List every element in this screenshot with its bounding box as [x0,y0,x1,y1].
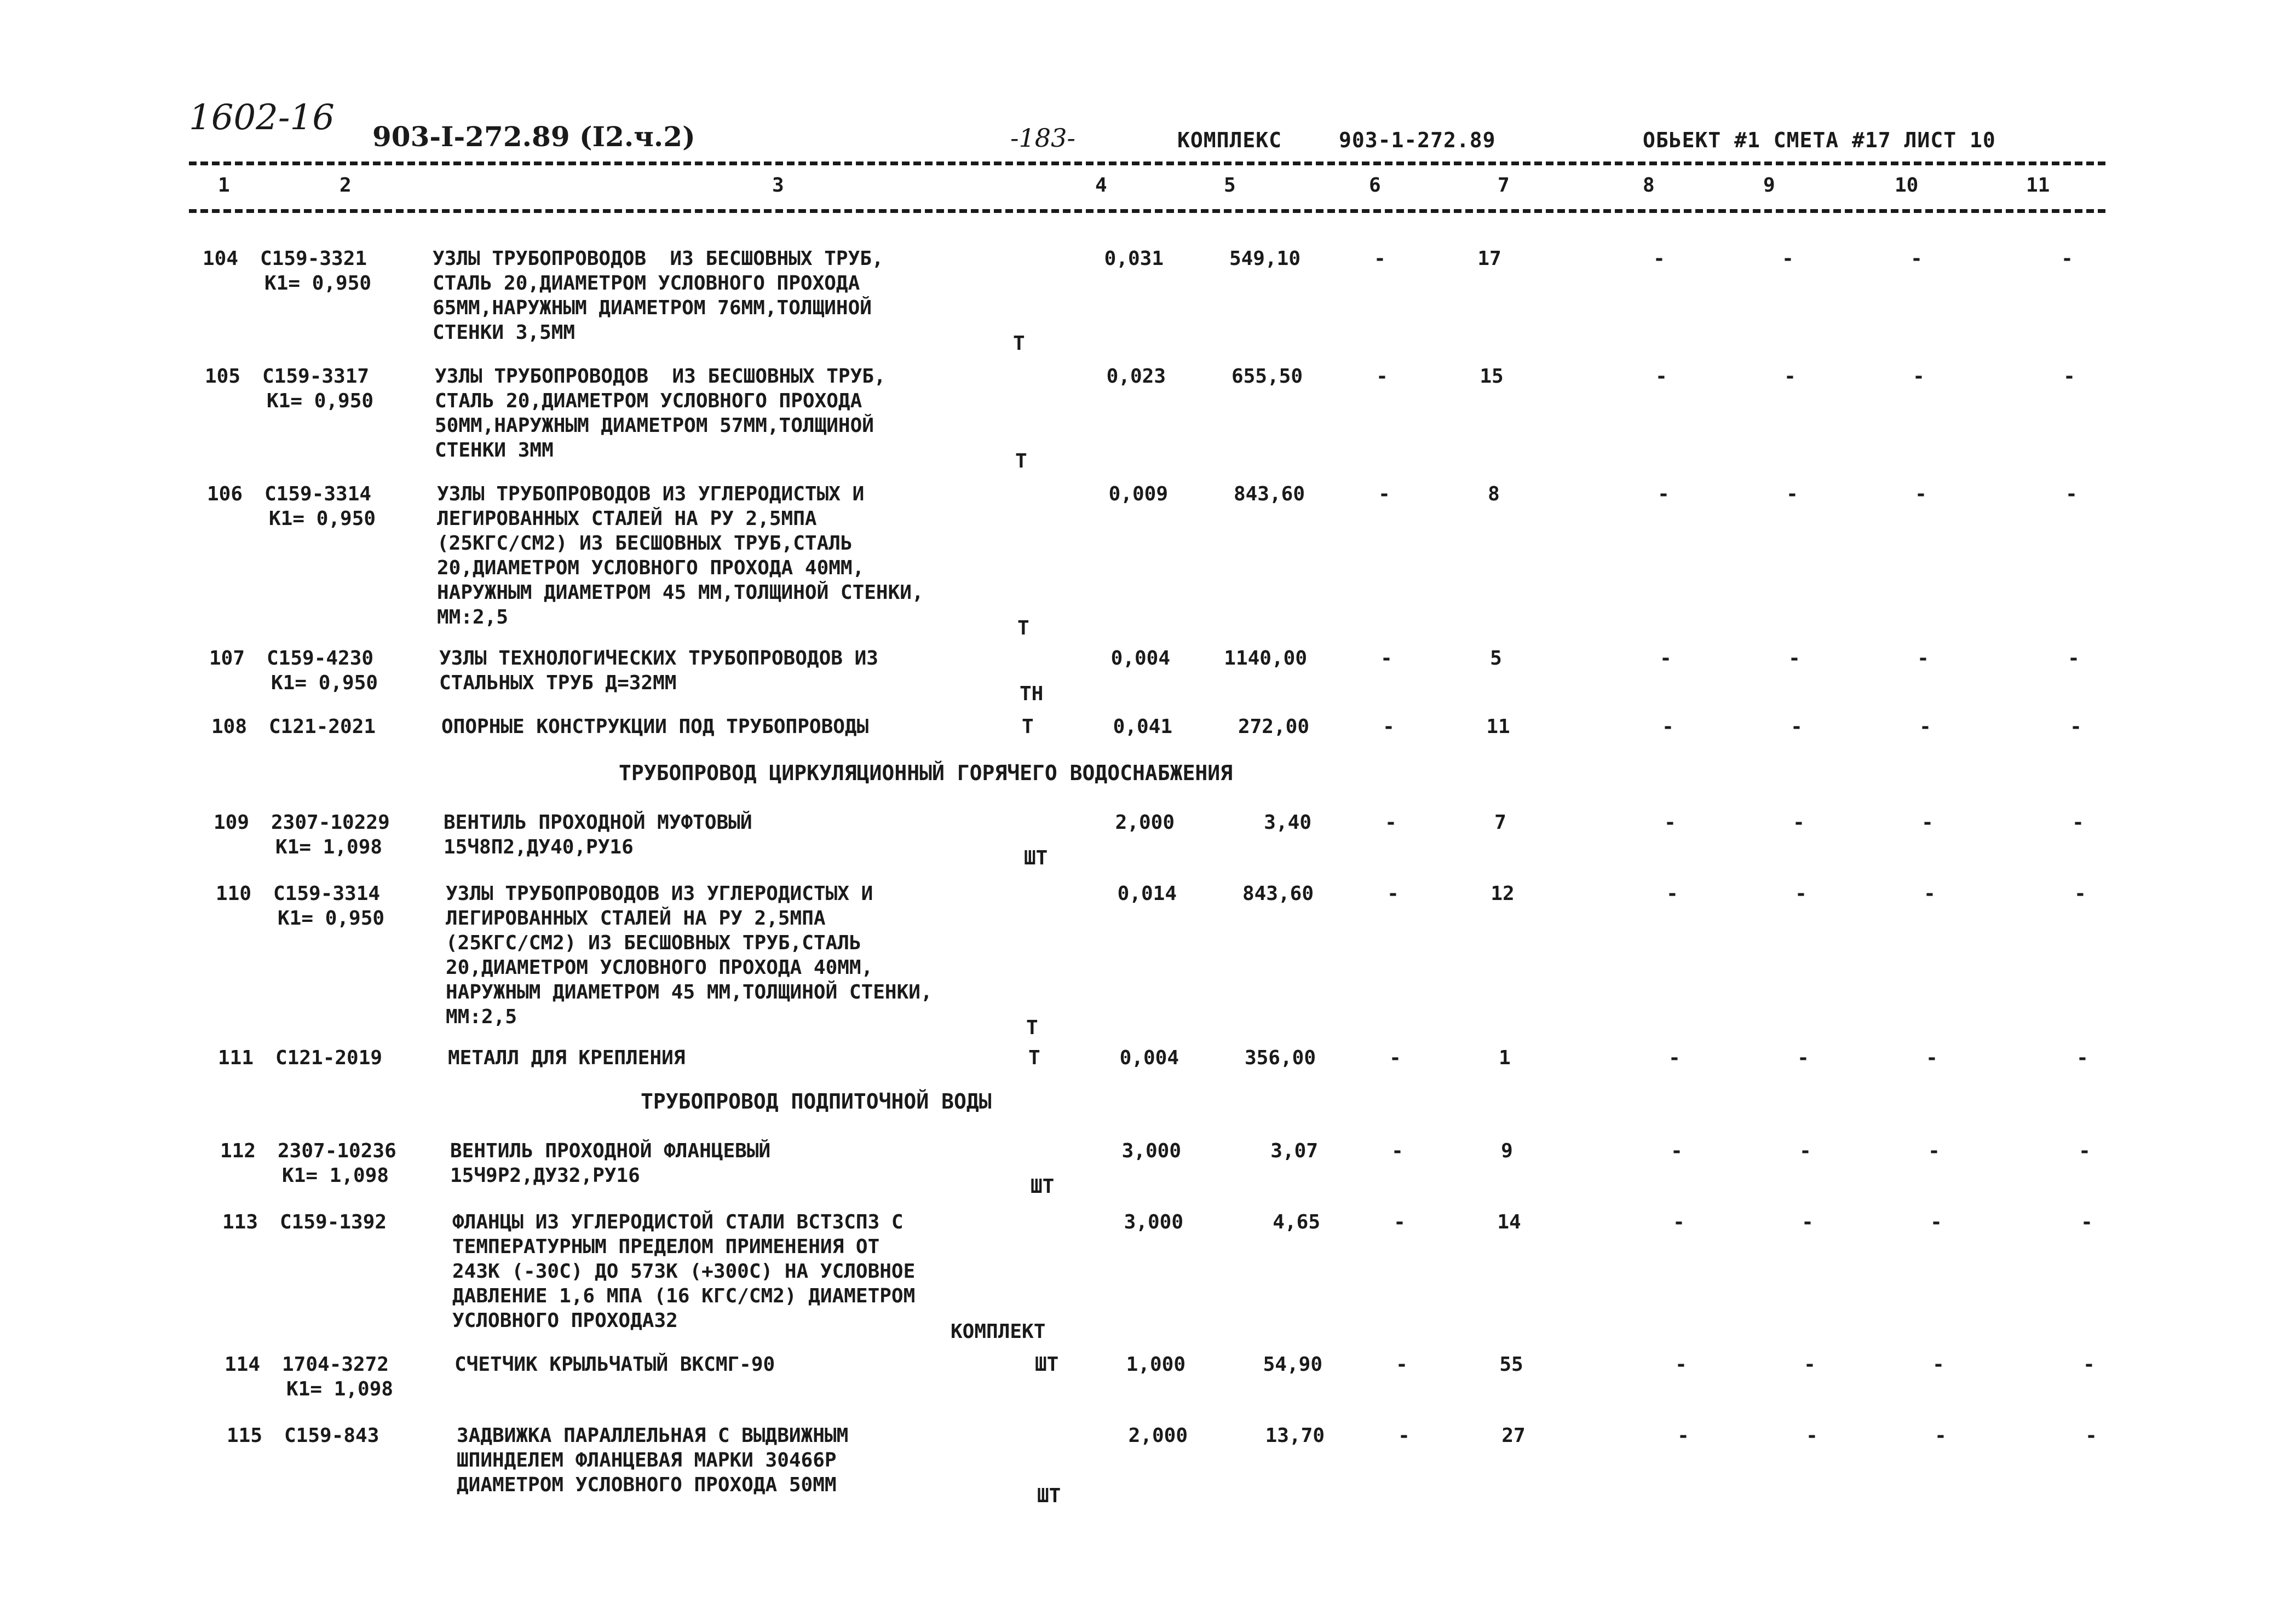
row-quantity: 3,000 [1124,1211,1183,1233]
row-description-line: ДИАМЕТРОМ УСЛОВНОГО ПРОХОДА 50ММ [457,1474,837,1496]
column-number: 7 [1498,174,1510,197]
row-number: 112 [220,1140,256,1162]
row-code: C159-3321 [260,247,367,270]
row-col11: - [2061,247,2073,270]
row-code: C121-2021 [269,716,376,738]
row-col8: - [1671,1140,1683,1162]
row-col9: - [1793,811,1805,834]
row-description-line: НАРУЖНЫМ ДИАМЕТРОМ 45 ММ,ТОЛЩИНОЙ СТЕНКИ, [446,981,933,1003]
row-number: 111 [217,1047,254,1069]
row-code: C159-4230 [267,647,374,670]
row-description-line: 50ММ,НАРУЖНЫМ ДИАМЕТРОМ 57ММ,ТОЛЩИНОЙ [435,414,874,437]
row-quantity: 3,000 [1121,1140,1181,1162]
row-col9: - [1782,247,1794,270]
row-price: 3,40 [1264,811,1311,834]
row-code: C159-3314 [264,483,372,505]
row-col7: 11 [1486,716,1510,738]
row-price: 843,60 [1233,483,1305,505]
row-col10: - [1915,483,1927,505]
row-description-line: ВЕНТИЛЬ ПРОХОДНОЙ МУФТОВЫЙ [444,811,752,834]
row-col6: - [1389,1047,1401,1069]
row-coefficient: K1= 1,098 [286,1378,394,1400]
header-rule-bottom [189,209,2105,213]
row-description-line: 15Ч8П2,ДУ40,РУ16 [444,836,634,858]
row-col6: - [1385,811,1397,834]
row-col10: - [1935,1424,1947,1447]
row-col8: - [1653,247,1665,270]
row-col6: - [1396,1353,1408,1376]
row-quantity: 0,009 [1108,483,1168,505]
column-number: 10 [1895,174,1919,197]
row-col9: - [1795,882,1807,905]
row-col6: - [1391,1140,1403,1162]
row-unit: Т [1026,1017,1038,1039]
row-col7: 55 [1499,1353,1523,1376]
row-col7: 8 [1488,483,1500,505]
row-description-line: СЧЕТЧИК КРЫЛЬЧАТЫЙ ВКСМГ-90 [454,1353,775,1376]
row-unit: КОМПЛЕКТ [951,1320,1046,1343]
row-coefficient: K1= 0,950 [278,907,385,930]
row-code: 2307-10229 [271,811,390,834]
row-col6: - [1374,247,1386,270]
row-unit: ТН [1020,683,1044,705]
row-col10: - [1913,365,1925,388]
row-col8: - [1660,647,1672,670]
row-code: C159-843 [284,1424,379,1447]
row-description-line: ШПИНДЕЛЕМ ФЛАНЦЕВАЯ МАРКИ 30466Р [457,1449,837,1472]
doc-code: 903-I-272.89 (I2.ч.2) [372,120,695,153]
row-col11: - [2081,1211,2093,1233]
row-description-line: ЗАДВИЖКА ПАРАЛЛЕЛЬНАЯ С ВЫДВИЖНЫМ [457,1424,849,1447]
row-coefficient: K1= 1,098 [282,1164,389,1187]
row-col6: - [1383,716,1395,738]
row-col7: 1 [1499,1047,1511,1069]
row-col8: - [1655,365,1667,388]
column-number: 11 [2026,174,2050,197]
row-number: 108 [211,716,247,738]
row-col6: - [1398,1424,1410,1447]
row-unit: Т [1028,1047,1040,1069]
row-col10: - [1924,882,1936,905]
row-quantity: 2,000 [1115,811,1175,834]
row-col11: - [2070,716,2082,738]
row-col7: 14 [1497,1211,1521,1233]
row-description-line: ММ:2,5 [446,1006,517,1028]
header-rule-top [189,161,2105,165]
row-code: C159-1392 [280,1211,387,1233]
column-number: 9 [1763,174,1775,197]
column-number: 8 [1643,174,1655,197]
row-col10: - [1921,811,1934,834]
row-description-line: ВЕНТИЛЬ ПРОХОДНОЙ ФЛАНЦЕВЫЙ [450,1140,771,1162]
row-col7: 9 [1501,1140,1513,1162]
row-col8: - [1668,1047,1681,1069]
row-col6: - [1387,882,1399,905]
row-price: 3,07 [1270,1140,1318,1162]
row-quantity: 0,014 [1117,882,1177,905]
row-description-line: СТЕНКИ 3,5ММ [433,321,576,344]
column-number: 2 [339,174,352,197]
row-col6: - [1394,1211,1406,1233]
row-col10: - [1932,1353,1944,1376]
row-price: 13,70 [1265,1424,1325,1447]
row-col9: - [1806,1424,1818,1447]
row-description-line: 20,ДИАМЕТРОМ УСЛОВНОГО ПРОХОДА 40ММ, [437,557,865,579]
row-description-line: СТАЛЬНЫХ ТРУБ Д=32ММ [439,672,677,694]
row-col7: 17 [1477,247,1501,270]
row-description-line: НАРУЖНЫМ ДИАМЕТРОМ 45 ММ,ТОЛЩИНОЙ СТЕНКИ, [437,581,924,604]
row-unit: ШТ [1024,847,1048,869]
row-col6: - [1380,647,1392,670]
row-description-line: УСЛОВНОГО ПРОХОДА32 [452,1309,678,1332]
row-col8: - [1666,882,1678,905]
row-description-line: ЛЕГИРОВАННЫХ СТАЛЕЙ НА РУ 2,5МПА [446,907,826,930]
row-col11: - [2065,483,2078,505]
row-col11: - [2079,1140,2091,1162]
row-code: 1704-3272 [282,1353,389,1376]
row-col11: - [2076,1047,2088,1069]
row-unit: ШТ [1031,1175,1055,1198]
row-number: 110 [215,882,251,905]
row-coefficient: K1= 0,950 [271,672,378,694]
row-code: C159-3317 [262,365,370,388]
row-price: 272,00 [1238,716,1309,738]
row-number: 113 [222,1211,258,1233]
row-number: 115 [226,1424,262,1447]
column-number: 3 [772,174,784,197]
row-quantity: 0,023 [1106,365,1166,388]
row-description-line: УЗЛЫ ТРУБОПРОВОДОВ ИЗ БЕСШОВНЫХ ТРУБ, [435,365,886,388]
row-number: 105 [204,365,240,388]
row-number: 109 [213,811,249,834]
row-col8: - [1658,483,1670,505]
row-coefficient: K1= 0,950 [269,507,376,530]
complex-code: 903-1-272.89 [1339,128,1496,152]
column-number: 5 [1224,174,1236,197]
object-info: ОБЬЕКТ #1 СМЕТА #17 ЛИСТ 10 [1643,128,1996,152]
row-col6: - [1376,365,1388,388]
row-col9: - [1802,1211,1814,1233]
row-number: 106 [206,483,243,505]
row-price: 843,60 [1242,882,1314,905]
row-col9: - [1788,647,1800,670]
row-price: 655,50 [1231,365,1303,388]
row-description-line: УЗЛЫ ТЕХНОЛОГИЧЕСКИХ ТРУБОПРОВОДОВ ИЗ [439,647,878,670]
section-title: ТРУБОПРОВОД ПОДПИТОЧНОЙ ВОДЫ [641,1089,992,1113]
row-unit: Т [1017,617,1029,639]
row-description-line: МЕТАЛЛ ДЛЯ КРЕПЛЕНИЯ [448,1047,686,1069]
row-col11: - [2068,647,2080,670]
row-col10: - [1919,716,1931,738]
row-col8: - [1677,1424,1689,1447]
row-description-line: УЗЛЫ ТРУБОПРОВОДОВ ИЗ БЕСШОВНЫХ ТРУБ, [433,247,884,270]
handwritten-ref: 1602-16 [189,97,335,138]
row-description-line: 65ММ,НАРУЖНЫМ ДИАМЕТРОМ 76ММ,ТОЛЩИНОЙ [433,297,872,319]
row-quantity: 1,000 [1126,1353,1186,1376]
column-number: 6 [1369,174,1381,197]
row-col7: 15 [1480,365,1504,388]
row-price: 1140,00 [1224,647,1307,670]
row-col10: - [1926,1047,1938,1069]
row-col11: - [2083,1353,2095,1376]
row-description-line: УЗЛЫ ТРУБОПРОВОДОВ ИЗ УГЛЕРОДИСТЫХ И [437,483,865,505]
row-code: C159-3314 [273,882,381,905]
column-number: 4 [1095,174,1107,197]
row-description-line: 20,ДИАМЕТРОМ УСЛОВНОГО ПРОХОДА 40ММ, [446,956,873,979]
row-col11: - [2085,1424,2097,1447]
row-description-line: ММ:2,5 [437,606,509,628]
row-description-line: (25КГС/СМ2) ИЗ БЕСШОВНЫХ ТРУБ,СТАЛЬ [446,932,861,954]
row-price: 54,90 [1263,1353,1322,1376]
row-col11: - [2074,882,2086,905]
row-quantity: 0,041 [1113,716,1172,738]
row-price: 4,65 [1273,1211,1320,1233]
row-price: 356,00 [1244,1047,1316,1069]
row-col8: - [1675,1353,1687,1376]
row-description-line: СТАЛЬ 20,ДИАМЕТРОМ УСЛОВНОГО ПРОХОДА [433,272,860,295]
row-col10: - [1928,1140,1940,1162]
row-quantity: 0,004 [1110,647,1170,670]
row-number: 104 [202,247,238,270]
row-col11: - [2072,811,2084,834]
row-col7: 12 [1491,882,1515,905]
row-col7: 7 [1494,811,1506,834]
row-col9: - [1786,483,1798,505]
row-quantity: 0,031 [1104,247,1164,270]
row-col9: - [1784,365,1796,388]
row-price: 549,10 [1229,247,1301,270]
row-description-line: ЛЕГИРОВАННЫХ СТАЛЕЙ НА РУ 2,5МПА [437,507,817,530]
row-number: 114 [224,1353,260,1376]
row-code: 2307-10236 [278,1140,396,1162]
row-description-line: 243К (-30С) ДО 573К (+300С) НА УСЛОВНОЕ [452,1260,916,1283]
row-description-line: УЗЛЫ ТРУБОПРОВОДОВ ИЗ УГЛЕРОДИСТЫХ И [446,882,873,905]
row-col11: - [2063,365,2075,388]
row-col8: - [1662,716,1674,738]
page-mark: -183- [1010,123,1075,153]
row-coefficient: K1= 0,950 [264,272,372,295]
row-unit: ШТ [1035,1353,1059,1376]
row-col9: - [1791,716,1803,738]
row-unit: Т [1013,332,1025,355]
row-coefficient: K1= 1,098 [275,836,383,858]
row-description-line: СТАЛЬ 20,ДИАМЕТРОМ УСЛОВНОГО ПРОХОДА [435,390,862,412]
row-col9: - [1804,1353,1816,1376]
section-title: ТРУБОПРОВОД ЦИРКУЛЯЦИОННЫЙ ГОРЯЧЕГО ВОДОСНАБЖЕНИЯ [619,761,1233,785]
row-col8: - [1673,1211,1685,1233]
row-col7: 5 [1490,647,1502,670]
row-col6: - [1378,483,1390,505]
row-description-line: 15Ч9Р2,ДУ32,РУ16 [450,1164,640,1187]
row-unit: ШТ [1037,1485,1061,1507]
row-quantity: 0,004 [1119,1047,1179,1069]
row-col8: - [1664,811,1676,834]
row-col10: - [1917,647,1929,670]
row-number: 107 [209,647,245,670]
column-number: 1 [218,174,230,197]
row-col10: - [1930,1211,1942,1233]
row-description-line: СТЕНКИ 3ММ [435,439,554,461]
row-description-line: ОПОРНЫЕ КОНСТРУКЦИИ ПОД ТРУБОПРОВОДЫ [441,716,869,738]
row-unit: Т [1015,450,1027,472]
row-unit: Т [1022,716,1034,738]
row-description-line: ФЛАНЦЫ ИЗ УГЛЕРОДИСТОЙ СТАЛИ ВСТ3СП3 С [452,1211,904,1233]
row-col7: 27 [1501,1424,1526,1447]
row-description-line: ДАВЛЕНИЕ 1,6 МПА (16 КГС/СМ2) ДИАМЕТРОМ [452,1285,916,1307]
row-quantity: 2,000 [1128,1424,1188,1447]
row-col9: - [1799,1140,1811,1162]
row-coefficient: K1= 0,950 [267,390,374,412]
row-description-line: ТЕМПЕРАТУРНЫМ ПРЕДЕЛОМ ПРИМЕНЕНИЯ ОТ [452,1236,880,1258]
complex-label: КОМПЛЕКС [1177,128,1282,152]
row-code: C121-2019 [275,1047,383,1069]
row-col9: - [1797,1047,1809,1069]
row-description-line: (25КГС/СМ2) ИЗ БЕСШОВНЫХ ТРУБ,СТАЛЬ [437,532,853,555]
row-col10: - [1911,247,1923,270]
